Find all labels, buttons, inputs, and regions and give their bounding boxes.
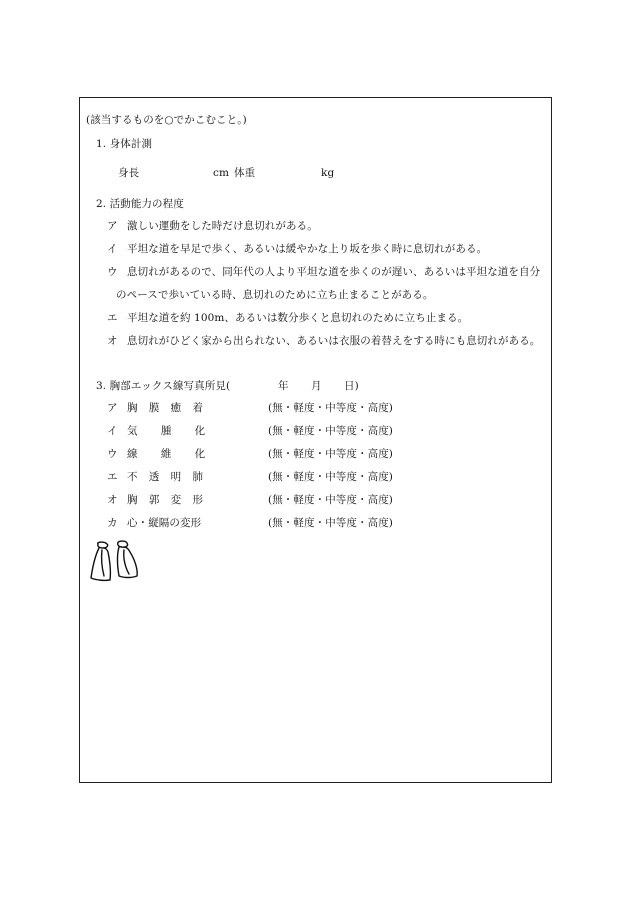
xray-item-label: 胸 郭 変 形: [127, 494, 208, 506]
activity-item-text: 激しい運動をした時だけ息切れがある。: [127, 220, 318, 232]
xray-item-scale: (無・軽度・中等度・高度): [268, 402, 393, 414]
activity-item-continuation: のペースで歩いている時、息切れのために立ち止まることがある。: [116, 289, 434, 301]
xray-item-marker: カ: [107, 517, 118, 529]
xray-item-scale: (無・軽度・中等度・高度): [268, 517, 393, 529]
day-label: 日): [344, 380, 359, 392]
xray-item-label: 線 維 化: [127, 448, 216, 460]
activity-item-marker: イ: [107, 243, 118, 255]
activity-item-text: 平坦な道を早足で歩く、あるいは緩やかな上り坂を歩く時に息切れがある。: [127, 243, 488, 255]
section2-heading: 2. 活動能力の程度: [96, 198, 184, 210]
xray-item-scale: (無・軽度・中等度・高度): [268, 448, 393, 460]
height-label: 身長: [118, 167, 140, 179]
xray-item-marker: イ: [107, 425, 118, 437]
activity-item-text: 平坦な道を約 100m、あるいは数分歩くと息切れのために立ち止まる。: [127, 312, 469, 324]
activity-item-marker: オ: [107, 335, 118, 347]
activity-item-marker: ア: [107, 220, 118, 232]
xray-item-marker: ウ: [107, 448, 118, 460]
activity-item-text: 息切れがひどく家から出られない、あるいは衣服の着替えをする時にも息切れがある。: [127, 335, 541, 347]
activity-item-text: 息切れがあるので、同年代の人より平坦な道を歩くのが遅い、あるいは平坦な道を自分: [127, 266, 541, 278]
year-label: 年: [278, 380, 289, 392]
xray-item-marker: ア: [107, 402, 118, 414]
weight-unit: kg: [321, 167, 335, 179]
instruction-text: (該当するものを○でかこむこと。): [86, 114, 247, 126]
xray-item-label: 気 腫 化: [127, 425, 216, 437]
xray-item-label: 胸 膜 癒 着: [127, 402, 208, 414]
xray-item-label: 不 透 明 肺: [127, 471, 208, 483]
section1-heading: 1. 身体計測: [96, 138, 153, 150]
month-label: 月: [311, 380, 322, 392]
height-unit: cm: [213, 167, 230, 179]
xray-item-scale: (無・軽度・中等度・高度): [268, 494, 393, 506]
xray-item-scale: (無・軽度・中等度・高度): [268, 425, 393, 437]
activity-item-marker: ウ: [107, 266, 118, 278]
lung-sketch-icon: [88, 540, 144, 584]
section3-heading: 3. 胸部エックス線写真所見(: [96, 380, 231, 392]
xray-item-scale: (無・軽度・中等度・高度): [268, 471, 393, 483]
activity-item-marker: エ: [107, 312, 118, 324]
weight-label: 体重: [234, 167, 256, 179]
xray-item-label: 心・縦隔の変形: [127, 517, 202, 529]
xray-item-marker: エ: [107, 471, 118, 483]
xray-item-marker: オ: [107, 494, 118, 506]
